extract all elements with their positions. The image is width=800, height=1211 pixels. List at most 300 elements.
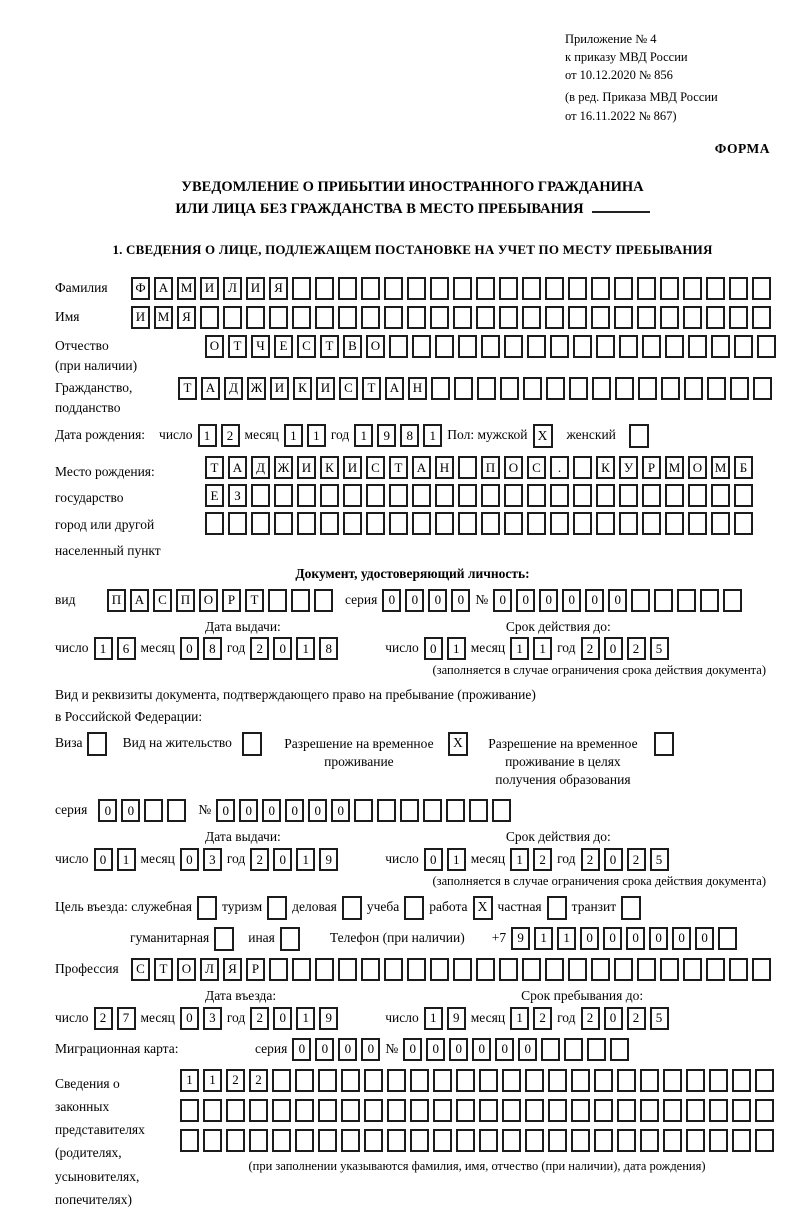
char-box[interactable] <box>458 456 477 479</box>
char-box[interactable] <box>686 1129 705 1152</box>
char-box[interactable]: 8 <box>319 637 338 660</box>
char-box[interactable]: 2 <box>94 1007 113 1030</box>
char-box[interactable]: А <box>412 456 431 479</box>
residence-valid-day-input[interactable] <box>424 848 466 871</box>
profession-input[interactable] <box>131 958 771 981</box>
char-box[interactable] <box>614 958 633 981</box>
char-box[interactable]: 0 <box>562 589 581 612</box>
char-box[interactable] <box>479 1069 498 1092</box>
char-box[interactable]: 5 <box>650 848 669 871</box>
entry-year-input[interactable] <box>250 1007 338 1030</box>
char-box[interactable] <box>269 958 288 981</box>
char-box[interactable] <box>752 306 771 329</box>
char-box[interactable] <box>711 484 730 507</box>
char-box[interactable] <box>527 484 546 507</box>
char-box[interactable] <box>400 799 419 822</box>
char-box[interactable] <box>683 958 702 981</box>
char-box[interactable] <box>295 1099 314 1122</box>
char-box[interactable] <box>502 1129 521 1152</box>
char-box[interactable] <box>226 1129 245 1152</box>
char-box[interactable] <box>571 1129 590 1152</box>
char-box[interactable]: Д <box>224 377 243 400</box>
char-box[interactable]: 0 <box>216 799 235 822</box>
char-box[interactable] <box>297 512 316 535</box>
char-box[interactable] <box>711 512 730 535</box>
char-box[interactable] <box>389 335 408 358</box>
char-box[interactable]: Я <box>223 958 242 981</box>
char-box[interactable] <box>550 512 569 535</box>
char-box[interactable]: 0 <box>403 1038 422 1061</box>
char-box[interactable] <box>734 484 753 507</box>
char-box[interactable]: 1 <box>203 1069 222 1092</box>
char-box[interactable]: 0 <box>382 589 401 612</box>
residence-number-input[interactable] <box>216 799 511 822</box>
char-box[interactable] <box>755 1129 774 1152</box>
char-box[interactable] <box>548 1099 567 1122</box>
char-box[interactable] <box>249 1099 268 1122</box>
char-box[interactable] <box>706 958 725 981</box>
char-box[interactable] <box>410 1069 429 1092</box>
purpose-work-checkbox[interactable]: X <box>473 896 493 920</box>
char-box[interactable] <box>314 589 333 612</box>
char-box[interactable] <box>522 306 541 329</box>
residence-issue-month-input[interactable] <box>180 848 222 871</box>
char-box[interactable]: . <box>550 456 569 479</box>
char-box[interactable] <box>546 377 565 400</box>
purpose-tourism-checkbox[interactable] <box>267 896 287 920</box>
char-box[interactable] <box>272 1129 291 1152</box>
char-box[interactable]: 1 <box>447 637 466 660</box>
char-box[interactable] <box>568 306 587 329</box>
char-box[interactable] <box>384 277 403 300</box>
char-box[interactable] <box>469 799 488 822</box>
char-box[interactable] <box>412 335 431 358</box>
char-box[interactable] <box>527 335 546 358</box>
char-box[interactable] <box>200 306 219 329</box>
char-box[interactable] <box>364 1129 383 1152</box>
char-box[interactable]: М <box>711 456 730 479</box>
char-box[interactable] <box>180 1129 199 1152</box>
char-box[interactable] <box>430 277 449 300</box>
char-box[interactable]: Я <box>177 306 196 329</box>
char-box[interactable] <box>663 1069 682 1092</box>
birth-month-input[interactable] <box>284 424 326 447</box>
char-box[interactable] <box>755 1069 774 1092</box>
char-box[interactable] <box>591 306 610 329</box>
char-box[interactable] <box>617 1069 636 1092</box>
char-box[interactable] <box>642 512 661 535</box>
char-box[interactable] <box>318 1069 337 1092</box>
char-box[interactable]: О <box>504 456 523 479</box>
char-box[interactable] <box>545 277 564 300</box>
char-box[interactable] <box>596 335 615 358</box>
char-box[interactable]: Е <box>205 484 224 507</box>
char-box[interactable] <box>435 335 454 358</box>
char-box[interactable] <box>587 1038 606 1061</box>
char-box[interactable]: О <box>366 335 385 358</box>
purpose-business-checkbox[interactable] <box>342 896 362 920</box>
char-box[interactable]: М <box>665 456 684 479</box>
char-box[interactable]: 0 <box>361 1038 380 1061</box>
char-box[interactable]: Т <box>245 589 264 612</box>
char-box[interactable] <box>291 589 310 612</box>
char-box[interactable] <box>729 277 748 300</box>
char-box[interactable] <box>343 512 362 535</box>
char-box[interactable] <box>412 484 431 507</box>
char-box[interactable]: 3 <box>203 848 222 871</box>
char-box[interactable] <box>573 512 592 535</box>
char-box[interactable]: 0 <box>472 1038 491 1061</box>
char-box[interactable] <box>642 484 661 507</box>
char-box[interactable] <box>435 484 454 507</box>
char-box[interactable] <box>387 1069 406 1092</box>
char-box[interactable] <box>753 377 772 400</box>
char-box[interactable] <box>591 277 610 300</box>
char-box[interactable] <box>525 1069 544 1092</box>
residence-valid-month-input[interactable] <box>510 848 552 871</box>
char-box[interactable] <box>569 377 588 400</box>
char-box[interactable] <box>752 277 771 300</box>
char-box[interactable] <box>614 306 633 329</box>
char-box[interactable]: И <box>131 306 150 329</box>
char-box[interactable]: 2 <box>627 1007 646 1030</box>
stay-day-input[interactable] <box>424 1007 466 1030</box>
char-box[interactable] <box>407 306 426 329</box>
char-box[interactable]: 9 <box>319 1007 338 1030</box>
char-box[interactable]: 2 <box>250 1007 269 1030</box>
char-box[interactable]: М <box>154 306 173 329</box>
char-box[interactable]: 0 <box>672 927 691 950</box>
char-box[interactable] <box>481 484 500 507</box>
char-box[interactable] <box>711 335 730 358</box>
char-box[interactable] <box>412 512 431 535</box>
char-box[interactable] <box>453 306 472 329</box>
char-box[interactable]: Т <box>320 335 339 358</box>
char-box[interactable] <box>295 1129 314 1152</box>
char-box[interactable]: Ч <box>251 335 270 358</box>
char-box[interactable]: 1 <box>510 848 529 871</box>
char-box[interactable]: 1 <box>296 848 315 871</box>
birth-place-row2-input[interactable] <box>205 484 753 507</box>
char-box[interactable] <box>545 306 564 329</box>
char-box[interactable] <box>568 958 587 981</box>
char-box[interactable] <box>315 306 334 329</box>
char-box[interactable]: 2 <box>581 848 600 871</box>
char-box[interactable] <box>614 277 633 300</box>
issue-day-input[interactable] <box>94 637 136 660</box>
char-box[interactable] <box>550 335 569 358</box>
char-box[interactable]: С <box>153 589 172 612</box>
char-box[interactable]: Я <box>269 277 288 300</box>
char-box[interactable] <box>502 1099 521 1122</box>
char-box[interactable] <box>660 277 679 300</box>
char-box[interactable] <box>732 1069 751 1092</box>
char-box[interactable] <box>167 799 186 822</box>
char-box[interactable] <box>453 958 472 981</box>
char-box[interactable] <box>431 377 450 400</box>
char-box[interactable] <box>504 484 523 507</box>
char-box[interactable]: А <box>130 589 149 612</box>
char-box[interactable] <box>479 1129 498 1152</box>
char-box[interactable] <box>706 277 725 300</box>
char-box[interactable] <box>594 1099 613 1122</box>
char-box[interactable]: К <box>596 456 615 479</box>
char-box[interactable] <box>642 335 661 358</box>
char-box[interactable]: 1 <box>510 1007 529 1030</box>
char-box[interactable]: О <box>177 958 196 981</box>
char-box[interactable] <box>523 377 542 400</box>
char-box[interactable]: И <box>297 456 316 479</box>
char-box[interactable]: Т <box>205 456 224 479</box>
char-box[interactable]: 9 <box>377 424 396 447</box>
char-box[interactable] <box>180 1099 199 1122</box>
doc-series-input[interactable] <box>382 589 470 612</box>
residence-valid-year-input[interactable] <box>581 848 669 871</box>
char-box[interactable] <box>709 1069 728 1092</box>
char-box[interactable]: 0 <box>428 589 447 612</box>
char-box[interactable]: 0 <box>585 589 604 612</box>
char-box[interactable] <box>573 335 592 358</box>
char-box[interactable]: 0 <box>180 848 199 871</box>
char-box[interactable] <box>686 1069 705 1092</box>
char-box[interactable] <box>144 799 163 822</box>
char-box[interactable] <box>341 1069 360 1092</box>
char-box[interactable] <box>407 277 426 300</box>
char-box[interactable] <box>637 958 656 981</box>
char-box[interactable]: С <box>339 377 358 400</box>
char-box[interactable] <box>228 512 247 535</box>
char-box[interactable] <box>661 377 680 400</box>
char-box[interactable]: 1 <box>180 1069 199 1092</box>
char-box[interactable] <box>361 306 380 329</box>
char-box[interactable] <box>732 1099 751 1122</box>
char-box[interactable] <box>361 958 380 981</box>
char-box[interactable] <box>610 1038 629 1061</box>
char-box[interactable] <box>640 1129 659 1152</box>
char-box[interactable]: 0 <box>580 927 599 950</box>
char-box[interactable]: С <box>131 958 150 981</box>
citizenship-input[interactable] <box>178 377 772 400</box>
char-box[interactable] <box>596 484 615 507</box>
char-box[interactable] <box>619 512 638 535</box>
char-box[interactable] <box>573 456 592 479</box>
char-box[interactable] <box>709 1129 728 1152</box>
valid-year-input[interactable] <box>581 637 669 660</box>
stay-year-input[interactable] <box>581 1007 669 1030</box>
char-box[interactable] <box>499 306 518 329</box>
char-box[interactable] <box>454 377 473 400</box>
char-box[interactable] <box>617 1129 636 1152</box>
char-box[interactable]: 1 <box>117 848 136 871</box>
sex-male-checkbox[interactable]: X <box>533 424 553 448</box>
char-box[interactable] <box>203 1129 222 1152</box>
char-box[interactable]: 0 <box>338 1038 357 1061</box>
char-box[interactable] <box>564 1038 583 1061</box>
purpose-other-checkbox[interactable] <box>280 927 300 951</box>
char-box[interactable]: Н <box>408 377 427 400</box>
char-box[interactable] <box>660 958 679 981</box>
char-box[interactable]: 2 <box>226 1069 245 1092</box>
char-box[interactable] <box>545 958 564 981</box>
char-box[interactable]: 8 <box>400 424 419 447</box>
char-box[interactable]: 1 <box>296 1007 315 1030</box>
char-box[interactable] <box>341 1099 360 1122</box>
char-box[interactable] <box>341 1129 360 1152</box>
char-box[interactable]: А <box>385 377 404 400</box>
char-box[interactable] <box>292 277 311 300</box>
char-box[interactable]: 2 <box>627 848 646 871</box>
char-box[interactable] <box>318 1099 337 1122</box>
char-box[interactable] <box>596 512 615 535</box>
char-box[interactable] <box>320 512 339 535</box>
char-box[interactable]: И <box>246 277 265 300</box>
char-box[interactable]: 0 <box>180 1007 199 1030</box>
char-box[interactable]: 2 <box>249 1069 268 1092</box>
char-box[interactable]: 1 <box>94 637 113 660</box>
char-box[interactable]: 0 <box>405 589 424 612</box>
surname-input[interactable] <box>131 277 771 300</box>
char-box[interactable] <box>723 589 742 612</box>
char-box[interactable] <box>573 484 592 507</box>
char-box[interactable] <box>502 1069 521 1092</box>
char-box[interactable] <box>568 277 587 300</box>
char-box[interactable]: 0 <box>273 637 292 660</box>
char-box[interactable] <box>433 1099 452 1122</box>
char-box[interactable] <box>338 958 357 981</box>
char-box[interactable] <box>640 1069 659 1092</box>
char-box[interactable]: 1 <box>424 1007 443 1030</box>
char-box[interactable] <box>640 1099 659 1122</box>
char-box[interactable]: 1 <box>534 927 553 950</box>
char-box[interactable] <box>700 589 719 612</box>
valid-month-input[interactable] <box>510 637 552 660</box>
char-box[interactable]: П <box>107 589 126 612</box>
char-box[interactable] <box>315 277 334 300</box>
representatives-row1-input[interactable] <box>180 1069 774 1092</box>
char-box[interactable]: О <box>199 589 218 612</box>
char-box[interactable] <box>522 277 541 300</box>
char-box[interactable] <box>683 306 702 329</box>
char-box[interactable] <box>729 958 748 981</box>
char-box[interactable] <box>410 1129 429 1152</box>
char-box[interactable]: С <box>366 456 385 479</box>
name-input[interactable] <box>131 306 771 329</box>
char-box[interactable] <box>571 1099 590 1122</box>
char-box[interactable] <box>274 512 293 535</box>
char-box[interactable]: Р <box>222 589 241 612</box>
char-box[interactable]: 0 <box>98 799 117 822</box>
char-box[interactable] <box>500 377 519 400</box>
temp-residence-edu-checkbox[interactable] <box>654 732 674 756</box>
char-box[interactable] <box>456 1069 475 1092</box>
char-box[interactable] <box>499 958 518 981</box>
birth-year-input[interactable] <box>354 424 442 447</box>
char-box[interactable]: 0 <box>449 1038 468 1061</box>
char-box[interactable] <box>246 306 265 329</box>
char-box[interactable] <box>525 1099 544 1122</box>
char-box[interactable] <box>686 1099 705 1122</box>
char-box[interactable] <box>430 306 449 329</box>
char-box[interactable]: Н <box>435 456 454 479</box>
char-box[interactable] <box>389 484 408 507</box>
char-box[interactable]: К <box>320 456 339 479</box>
char-box[interactable] <box>550 484 569 507</box>
char-box[interactable]: К <box>293 377 312 400</box>
char-box[interactable] <box>709 1099 728 1122</box>
char-box[interactable]: Д <box>251 456 270 479</box>
char-box[interactable] <box>729 306 748 329</box>
char-box[interactable] <box>338 306 357 329</box>
representatives-row3-input[interactable] <box>180 1129 774 1152</box>
char-box[interactable]: 7 <box>117 1007 136 1030</box>
char-box[interactable] <box>688 512 707 535</box>
purpose-humanitarian-checkbox[interactable] <box>214 927 234 951</box>
char-box[interactable]: 0 <box>451 589 470 612</box>
char-box[interactable]: 0 <box>603 927 622 950</box>
char-box[interactable]: 0 <box>273 848 292 871</box>
char-box[interactable]: 0 <box>121 799 140 822</box>
char-box[interactable]: 0 <box>180 637 199 660</box>
char-box[interactable]: 0 <box>262 799 281 822</box>
purpose-study-checkbox[interactable] <box>404 896 424 920</box>
char-box[interactable] <box>223 306 242 329</box>
char-box[interactable] <box>338 277 357 300</box>
char-box[interactable]: 0 <box>649 927 668 950</box>
char-box[interactable]: 2 <box>581 1007 600 1030</box>
char-box[interactable]: 0 <box>604 1007 623 1030</box>
char-box[interactable] <box>571 1069 590 1092</box>
char-box[interactable]: 5 <box>650 637 669 660</box>
char-box[interactable]: О <box>688 456 707 479</box>
char-box[interactable] <box>205 512 224 535</box>
char-box[interactable]: М <box>177 277 196 300</box>
char-box[interactable]: Т <box>389 456 408 479</box>
char-box[interactable] <box>343 484 362 507</box>
visa-checkbox[interactable] <box>87 732 107 756</box>
char-box[interactable] <box>665 335 684 358</box>
char-box[interactable] <box>615 377 634 400</box>
char-box[interactable] <box>295 1069 314 1092</box>
char-box[interactable] <box>757 335 776 358</box>
char-box[interactable] <box>435 512 454 535</box>
char-box[interactable] <box>734 512 753 535</box>
char-box[interactable] <box>477 377 496 400</box>
char-box[interactable]: 1 <box>557 927 576 950</box>
char-box[interactable] <box>637 306 656 329</box>
char-box[interactable] <box>481 335 500 358</box>
char-box[interactable] <box>619 484 638 507</box>
char-box[interactable] <box>377 799 396 822</box>
entry-month-input[interactable] <box>180 1007 222 1030</box>
char-box[interactable]: 0 <box>695 927 714 950</box>
char-box[interactable]: 1 <box>533 637 552 660</box>
migration-series-input[interactable] <box>292 1038 380 1061</box>
char-box[interactable]: 0 <box>539 589 558 612</box>
char-box[interactable]: 2 <box>221 424 240 447</box>
char-box[interactable]: И <box>200 277 219 300</box>
char-box[interactable]: Т <box>228 335 247 358</box>
char-box[interactable]: Р <box>246 958 265 981</box>
char-box[interactable]: У <box>619 456 638 479</box>
char-box[interactable] <box>320 484 339 507</box>
char-box[interactable]: 1 <box>198 424 217 447</box>
doc-number-input[interactable] <box>493 589 742 612</box>
temp-residence-checkbox[interactable]: X <box>448 732 468 756</box>
char-box[interactable]: 0 <box>308 799 327 822</box>
birth-place-row3-input[interactable] <box>205 512 753 535</box>
char-box[interactable] <box>274 484 293 507</box>
doc-type-input[interactable] <box>107 589 333 612</box>
